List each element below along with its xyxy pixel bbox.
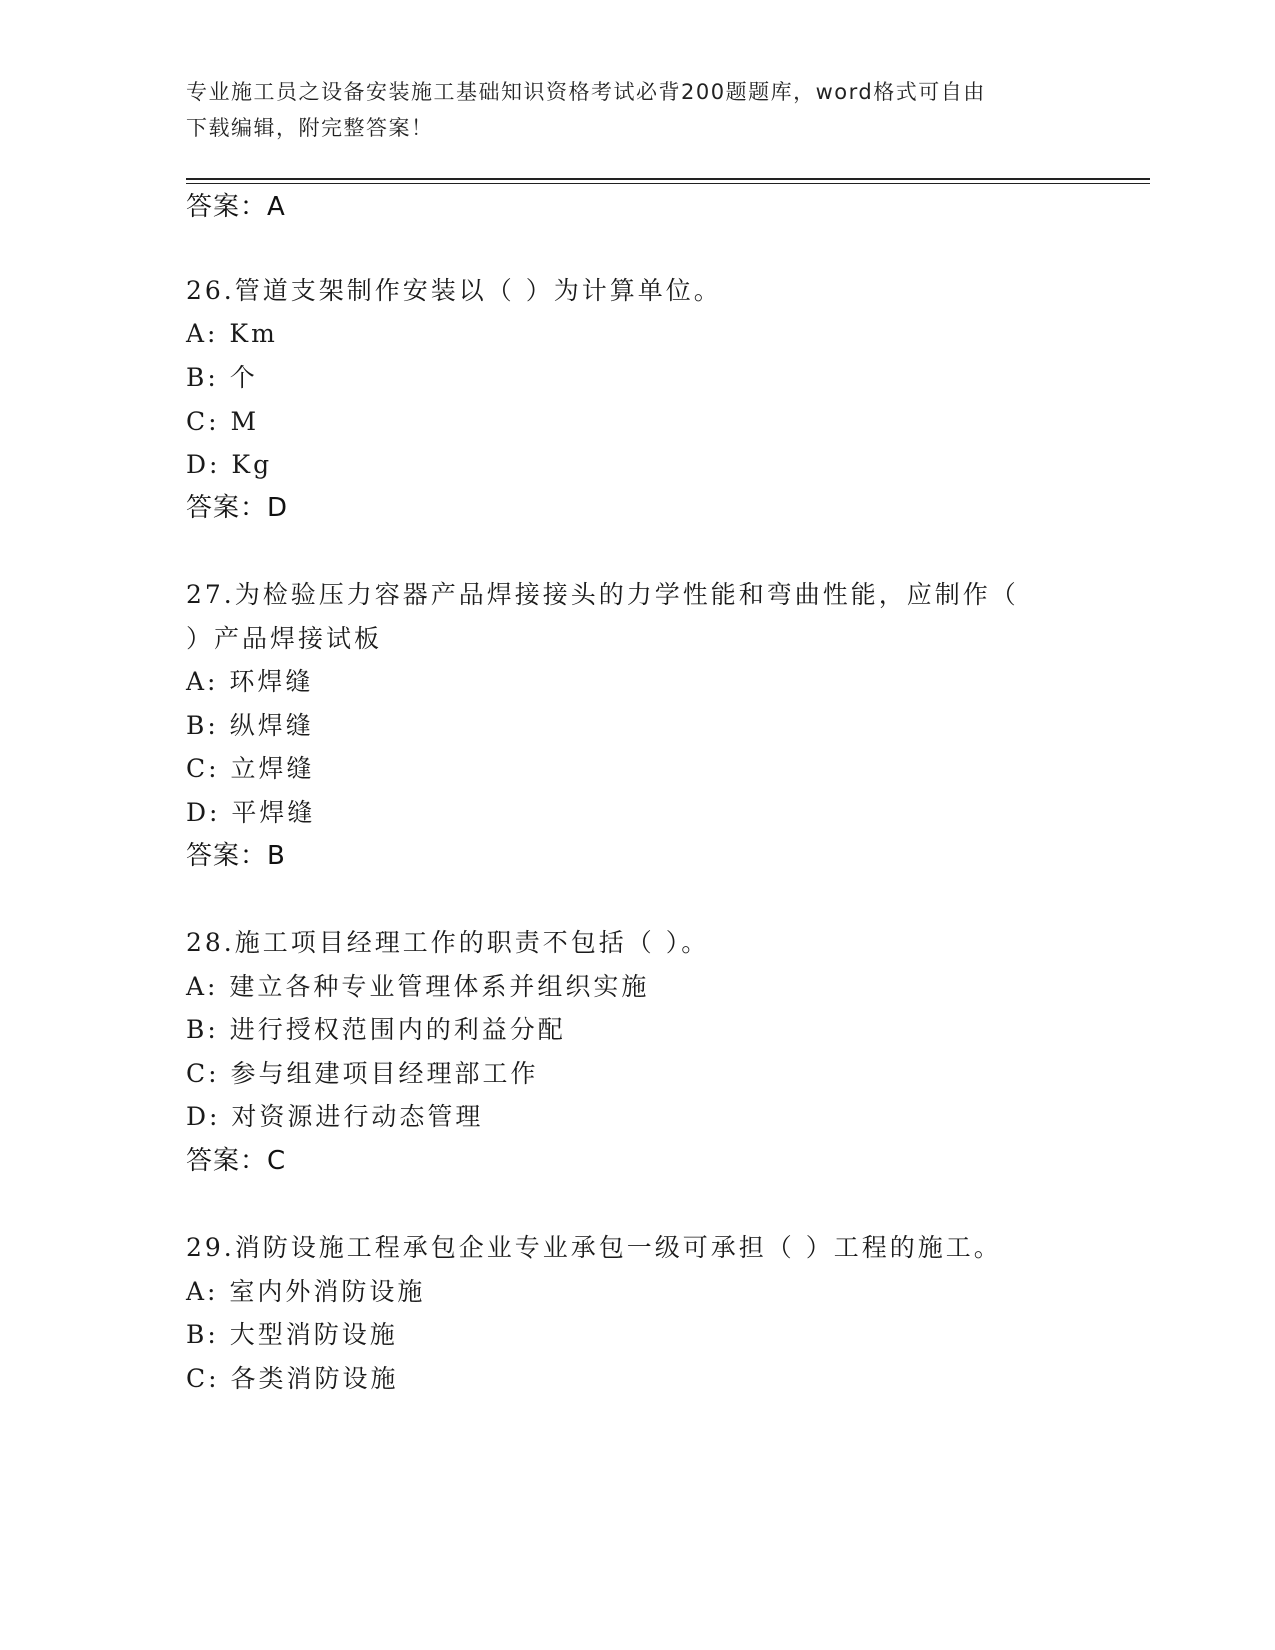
question-28-option-d: D: 对资源进行动态管理 (186, 1102, 484, 1131)
document-header (186, 74, 1086, 146)
question-27-option-b: B: 纵焊缝 (186, 711, 314, 740)
question-28-option-a: A: 建立各种专业管理体系并组织实施 (186, 972, 650, 1001)
question-26-option-a: A: Km (186, 319, 278, 348)
question-27-option-d: D: 平焊缝 (186, 798, 316, 827)
question-26-option-c: C: M (186, 407, 260, 436)
header-divider (186, 178, 1150, 180)
header-line-2: 下载编辑，附完整答案！ (186, 116, 434, 140)
question-28-stem: 28.施工项目经理工作的职责不包括（ ）。 (186, 928, 710, 957)
answer-previous: 答案：A (186, 192, 286, 222)
question-28-option-c: C: 参与组建项目经理部工作 (186, 1059, 539, 1088)
question-29-option-b: B: 大型消防设施 (186, 1320, 398, 1349)
question-26-option-b: B: 个 (186, 363, 258, 392)
header-line-1: 专业施工员之设备安装施工基础知识资格考试必背200题题库，word格式可自由 (186, 80, 986, 104)
question-28-option-b: B: 进行授权范围内的利益分配 (186, 1015, 566, 1044)
question-26-stem: 26.管道支架制作安装以（ ）为计算单位。 (186, 276, 722, 305)
question-27-option-a: A: 环焊缝 (186, 667, 314, 696)
question-26-option-d: D: Kg (186, 450, 273, 479)
question-27-option-c: C: 立焊缝 (186, 754, 315, 783)
question-29-option-c: C: 各类消防设施 (186, 1364, 399, 1393)
question-27-stem-cont: ）产品焊接试板 (186, 624, 383, 653)
question-27-answer: 答案：B (186, 841, 286, 871)
header-divider-thin (186, 183, 1150, 184)
question-28-answer: 答案：C (186, 1146, 287, 1176)
question-26-answer: 答案：D (186, 493, 289, 523)
question-27-stem: 27.为检验压力容器产品焊接接头的力学性能和弯曲性能，应制作（ (186, 580, 1019, 609)
question-29-option-a: A: 室内外消防设施 (186, 1277, 426, 1306)
question-29-stem: 29.消防设施工程承包企业专业承包一级可承担（ ）工程的施工。 (186, 1233, 1002, 1262)
